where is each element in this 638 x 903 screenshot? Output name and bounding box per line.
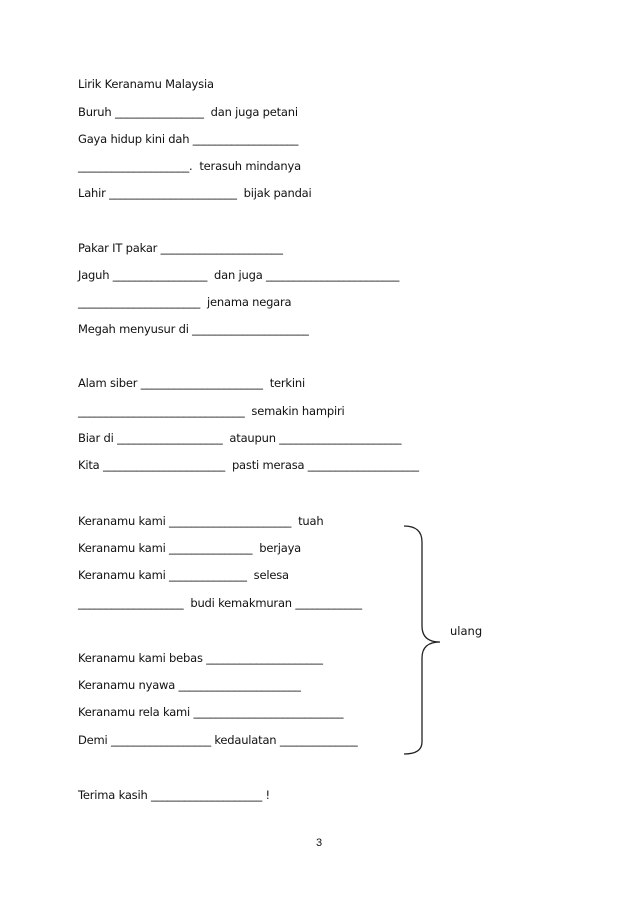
lyric-line: Alam siber ______________________ terkini: [78, 376, 305, 390]
repeat-note: ulang: [450, 624, 483, 638]
lyric-line: Jaguh _________________ dan juga ________________________: [78, 268, 400, 282]
lyric-line: ___________________ budi kemakmuran ____________: [78, 596, 362, 610]
lyric-line: Keranamu kami _______________ berjaya: [78, 541, 302, 555]
lyric-line: Keranamu kami bebas _____________________: [78, 651, 323, 665]
lyric-line: Buruh ________________ dan juga petani: [78, 105, 298, 119]
lyric-line: Keranamu kami ______________________ tuah: [78, 514, 324, 528]
lyrics-title: Lirik Keranamu Malaysia: [78, 77, 214, 91]
lyric-line: Keranamu kami ______________ selesa: [78, 568, 289, 582]
lyric-line: Gaya hidup kini dah ___________________: [78, 132, 299, 146]
lyric-line: ____________________. terasuh mindanya: [78, 159, 301, 173]
lyric-line: Biar di ___________________ ataupun ______________________: [78, 431, 402, 445]
lyric-line: ______________________________ semakin hampiri: [78, 404, 345, 418]
lyric-line: Keranamu nyawa ______________________: [78, 678, 301, 692]
lyric-line: Kita ______________________ pasti merasa ____________________: [78, 458, 419, 472]
closing-line: Terima kasih ____________________ !: [78, 788, 270, 802]
page-number: 3: [315, 837, 323, 849]
lyric-line: ______________________ jenama negara: [78, 295, 292, 309]
lyric-line: Pakar IT pakar ______________________: [78, 241, 283, 255]
lyric-line: Lahir _______________________ bijak pandai: [78, 186, 312, 200]
lyric-line: Keranamu rela kami ___________________________: [78, 705, 344, 719]
lyric-line: Demi __________________ kedaulatan ______________: [78, 733, 358, 747]
repeat-brace-icon: [400, 520, 450, 760]
lyric-line: Megah menyusur di _____________________: [78, 322, 309, 336]
